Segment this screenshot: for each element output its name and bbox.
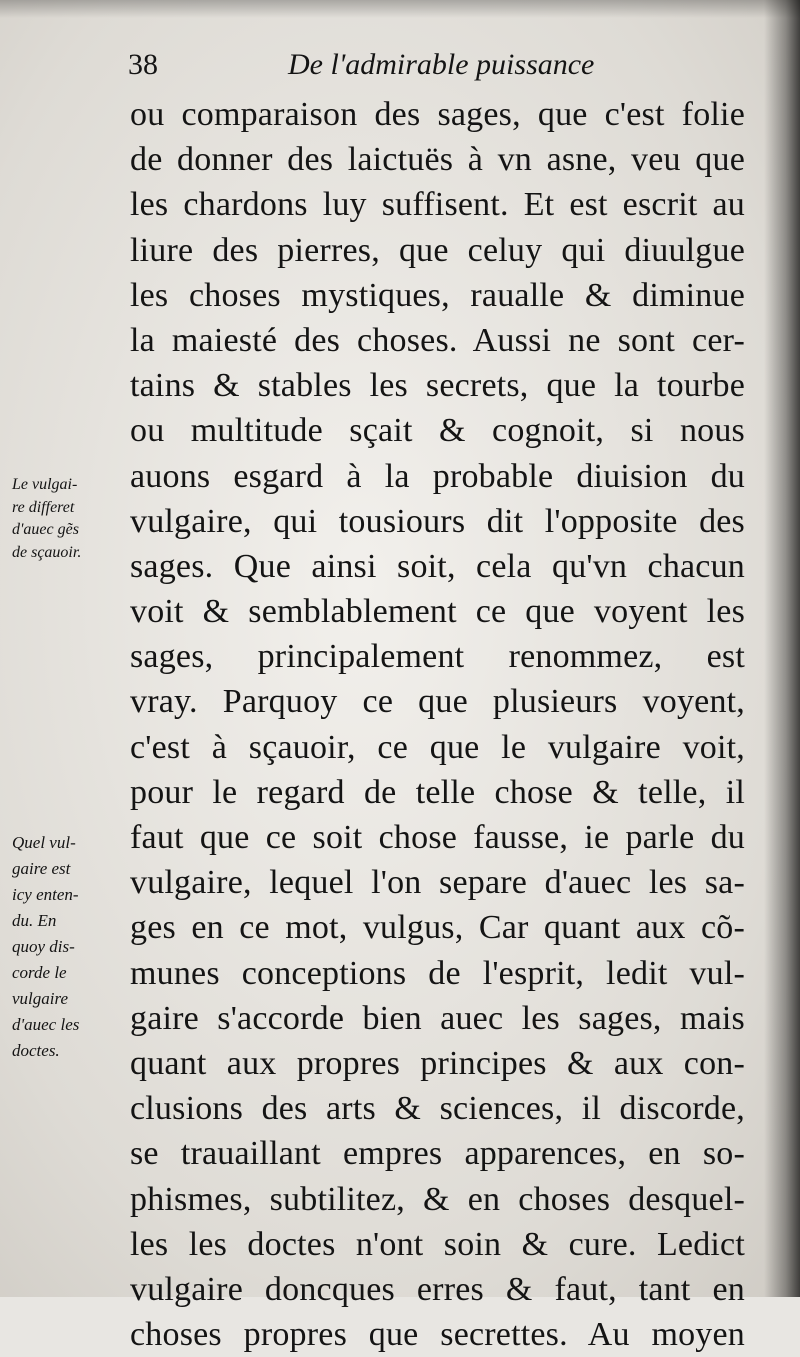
margin-note-line: de sçauoir.	[12, 543, 82, 561]
text-line: clusions des arts & sciences, il discorde,	[130, 1090, 745, 1128]
margin-note-which-vulgar	[12, 830, 130, 1064]
margin-note-line: gaire est	[12, 859, 71, 878]
text-line: auons esgard à la probable diuision du	[130, 457, 745, 495]
text-line: les les doctes n'ont soin & cure. Ledict	[130, 1225, 745, 1263]
running-head: De l'admirable puissance	[288, 48, 595, 81]
text-line: ges en ce mot, vulgus, Car quant aux cõ-	[130, 909, 745, 947]
text-line: voit & semblablement ce que voyent les	[130, 593, 745, 631]
page-number: 38	[128, 48, 158, 81]
margin-note-line: Le vulgai-	[12, 476, 78, 493]
text-line: les choses mystiques, raualle & diminue	[130, 276, 745, 314]
text-line: vulgaire, lequel l'on separe d'auec les sa-	[130, 864, 745, 902]
text-line: sages, principalement renommez, est	[130, 638, 745, 676]
text-line: munes conceptions de l'esprit, ledit vul-	[130, 954, 745, 992]
text-line: tains & stables les secrets, que la tourbe	[130, 367, 745, 405]
text-line: c'est à sçauoir, ce que le vulgaire voit,	[130, 728, 745, 766]
margin-note-line: du. En	[12, 911, 57, 930]
page-header	[128, 48, 738, 88]
margin-note-line: vulgaire	[12, 989, 69, 1008]
page-top-shadow	[0, 0, 800, 18]
margin-note-line: icy enten-	[12, 885, 79, 904]
margin-note-line: d'auec gẽs	[12, 521, 79, 538]
text-line: les chardons luy suffisent. Et est escrit au	[130, 186, 745, 224]
text-line: ou comparaison des sages, que c'est folie	[130, 96, 745, 133]
margin-note-vulgar-differs	[12, 474, 130, 564]
text-line: vulgaire, qui tousiours dit l'opposite des	[130, 502, 745, 540]
margin-note-line: d'auec les	[12, 1015, 80, 1034]
margin-note-line: doctes.	[12, 1041, 60, 1060]
margin-note-line: re differet	[12, 498, 75, 516]
text-line: sages. Que ainsi soit, cela qu'vn chacun	[130, 547, 745, 585]
margin-note-line: quoy dis-	[12, 937, 75, 956]
page-gutter-shadow	[764, 0, 800, 1297]
text-line: la maiesté des choses. Aussi ne sont cer-	[130, 321, 745, 359]
text-line: phismes, subtilitez, & en choses desquel-	[130, 1180, 745, 1218]
text-line: gaire s'accorde bien auec les sages, mais	[130, 999, 745, 1037]
text-line: pour le regard de telle chose & telle, il	[130, 773, 745, 811]
text-line: choses propres que secrettes. Au moyen	[130, 1316, 745, 1354]
margin-note-line: corde le	[12, 963, 67, 982]
text-line: faut que ce soit chose fausse, ie parle du	[130, 819, 745, 856]
body-text	[130, 92, 745, 1357]
text-line: ou multitude sçait & cognoit, si nous	[130, 412, 745, 450]
text-line: se trauaillant empres apparences, en so-	[130, 1135, 745, 1173]
text-line: de donner des laictuës à vn asne, veu que	[130, 141, 745, 179]
text-line: vulgaire doncques erres & faut, tant en	[130, 1270, 745, 1308]
text-line: vray. Parquoy ce que plusieurs voyent,	[130, 683, 745, 721]
text-line: liure des pierres, que celuy qui diuulgue	[130, 231, 745, 269]
margin-note-line: Quel vul-	[12, 833, 76, 852]
text-line: quant aux propres principes & aux con-	[130, 1044, 745, 1082]
